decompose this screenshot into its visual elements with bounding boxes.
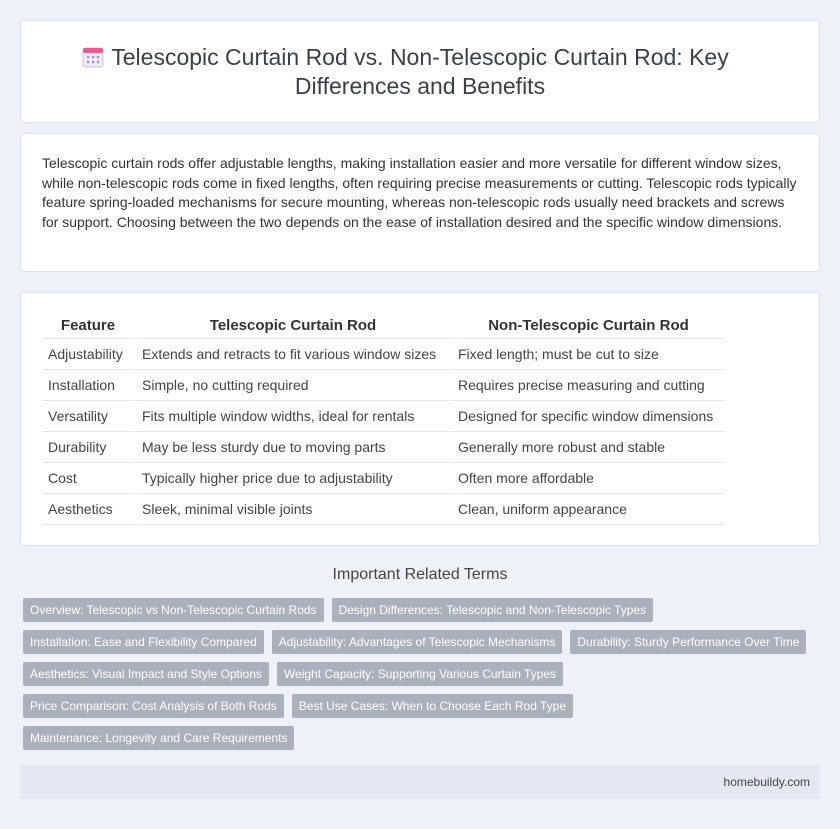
comparison-table [43,313,724,525]
related-term-tag[interactable]: Price Comparison: Cost Analysis of Both Rods [23,694,284,718]
tag-row [23,694,823,718]
table-cell-non-telescopic: Generally more robust and stable [449,432,724,463]
table-cell-telescopic: Fits multiple window widths, ideal for rentals [133,401,449,432]
table-row [43,401,724,432]
related-term-tag[interactable]: Design Differences: Telescopic and Non-Telescopic Types [332,598,654,622]
related-term-tag[interactable]: Best Use Cases: When to Choose Each Rod Type [292,694,573,718]
header-feature: Feature [43,313,133,339]
table-cell-telescopic: Extends and retracts to fit various window sizes [133,339,449,370]
table-row [43,339,724,370]
page-title [21,43,819,101]
table-row [43,494,724,525]
related-terms-title: Important Related Terms [332,566,508,583]
title-card [20,20,820,123]
intro-paragraph: Telescopic curtain rods offer adjustable lengths, making installation easier and more versatile for different window sizes, while non-telescopic rods come in fixed lengths, often requiring precise measurements or cutting. Telescopic rods typically feature spring-loaded mechanisms for secure mounting, whereas non-telescopic rods usually need brackets and screws for support. Choosing between the two depends on the ease of installation desired and the specific window dimensions. [42,155,797,230]
table-cell-feature: Adjustability [43,339,133,370]
table-row [43,463,724,494]
footer [20,765,820,799]
page-title-line-2: Differences and Benefits [294,73,546,99]
table-cell-non-telescopic: Designed for specific window dimensions [449,401,724,432]
related-term-tag[interactable]: Weight Capacity: Supporting Various Curtain Types [277,662,563,686]
table-cell-feature: Versatility [43,401,133,432]
related-term-tag[interactable]: Maintenance: Longevity and Care Requirements [23,726,294,750]
related-term-tag[interactable]: Durability: Sturdy Performance Over Time [570,630,806,654]
related-term-tag[interactable]: Installation: Ease and Flexibility Compared [23,630,264,654]
table-cell-telescopic: Typically higher price due to adjustability [133,463,449,494]
tag-row [23,598,823,622]
table-cell-non-telescopic: Requires precise measuring and cutting [449,370,724,401]
table-cell-feature: Aesthetics [43,494,133,525]
related-term-tag[interactable]: Overview: Telescopic vs Non-Telescopic Curtain Rods [23,598,324,622]
comparison-card [20,292,820,546]
table-cell-non-telescopic: Often more affordable [449,463,724,494]
related-term-tag[interactable]: Aesthetics: Visual Impact and Style Options [23,662,269,686]
related-terms-list [23,598,823,758]
table-cell-telescopic: Sleek, minimal visible joints [133,494,449,525]
footer-site-name[interactable]: homebuildy.com [723,775,810,789]
header-telescopic: Telescopic Curtain Rod [133,313,449,339]
table-cell-feature: Durability [43,432,133,463]
header-non-telescopic: Non-Telescopic Curtain Rod [449,313,724,339]
table-cell-feature: Installation [43,370,133,401]
table-cell-feature: Cost [43,463,133,494]
tag-row [23,630,823,654]
related-term-tag[interactable]: Adjustability: Advantages of Telescopic Mechanisms [272,630,563,654]
table-cell-telescopic: Simple, no cutting required [133,370,449,401]
table-cell-non-telescopic: Clean, uniform appearance [449,494,724,525]
table-header-row [43,313,724,339]
table-row [43,370,724,401]
table-row [43,432,724,463]
table-cell-non-telescopic: Fixed length; must be cut to size [449,339,724,370]
page-title-line-1: Telescopic Curtain Rod vs. Non-Telescopic Curtain Rod: Key [111,44,729,70]
tag-row [23,662,823,686]
tag-row [23,726,823,750]
intro-card [20,133,820,272]
table-cell-telescopic: May be less sturdy due to moving parts [133,432,449,463]
